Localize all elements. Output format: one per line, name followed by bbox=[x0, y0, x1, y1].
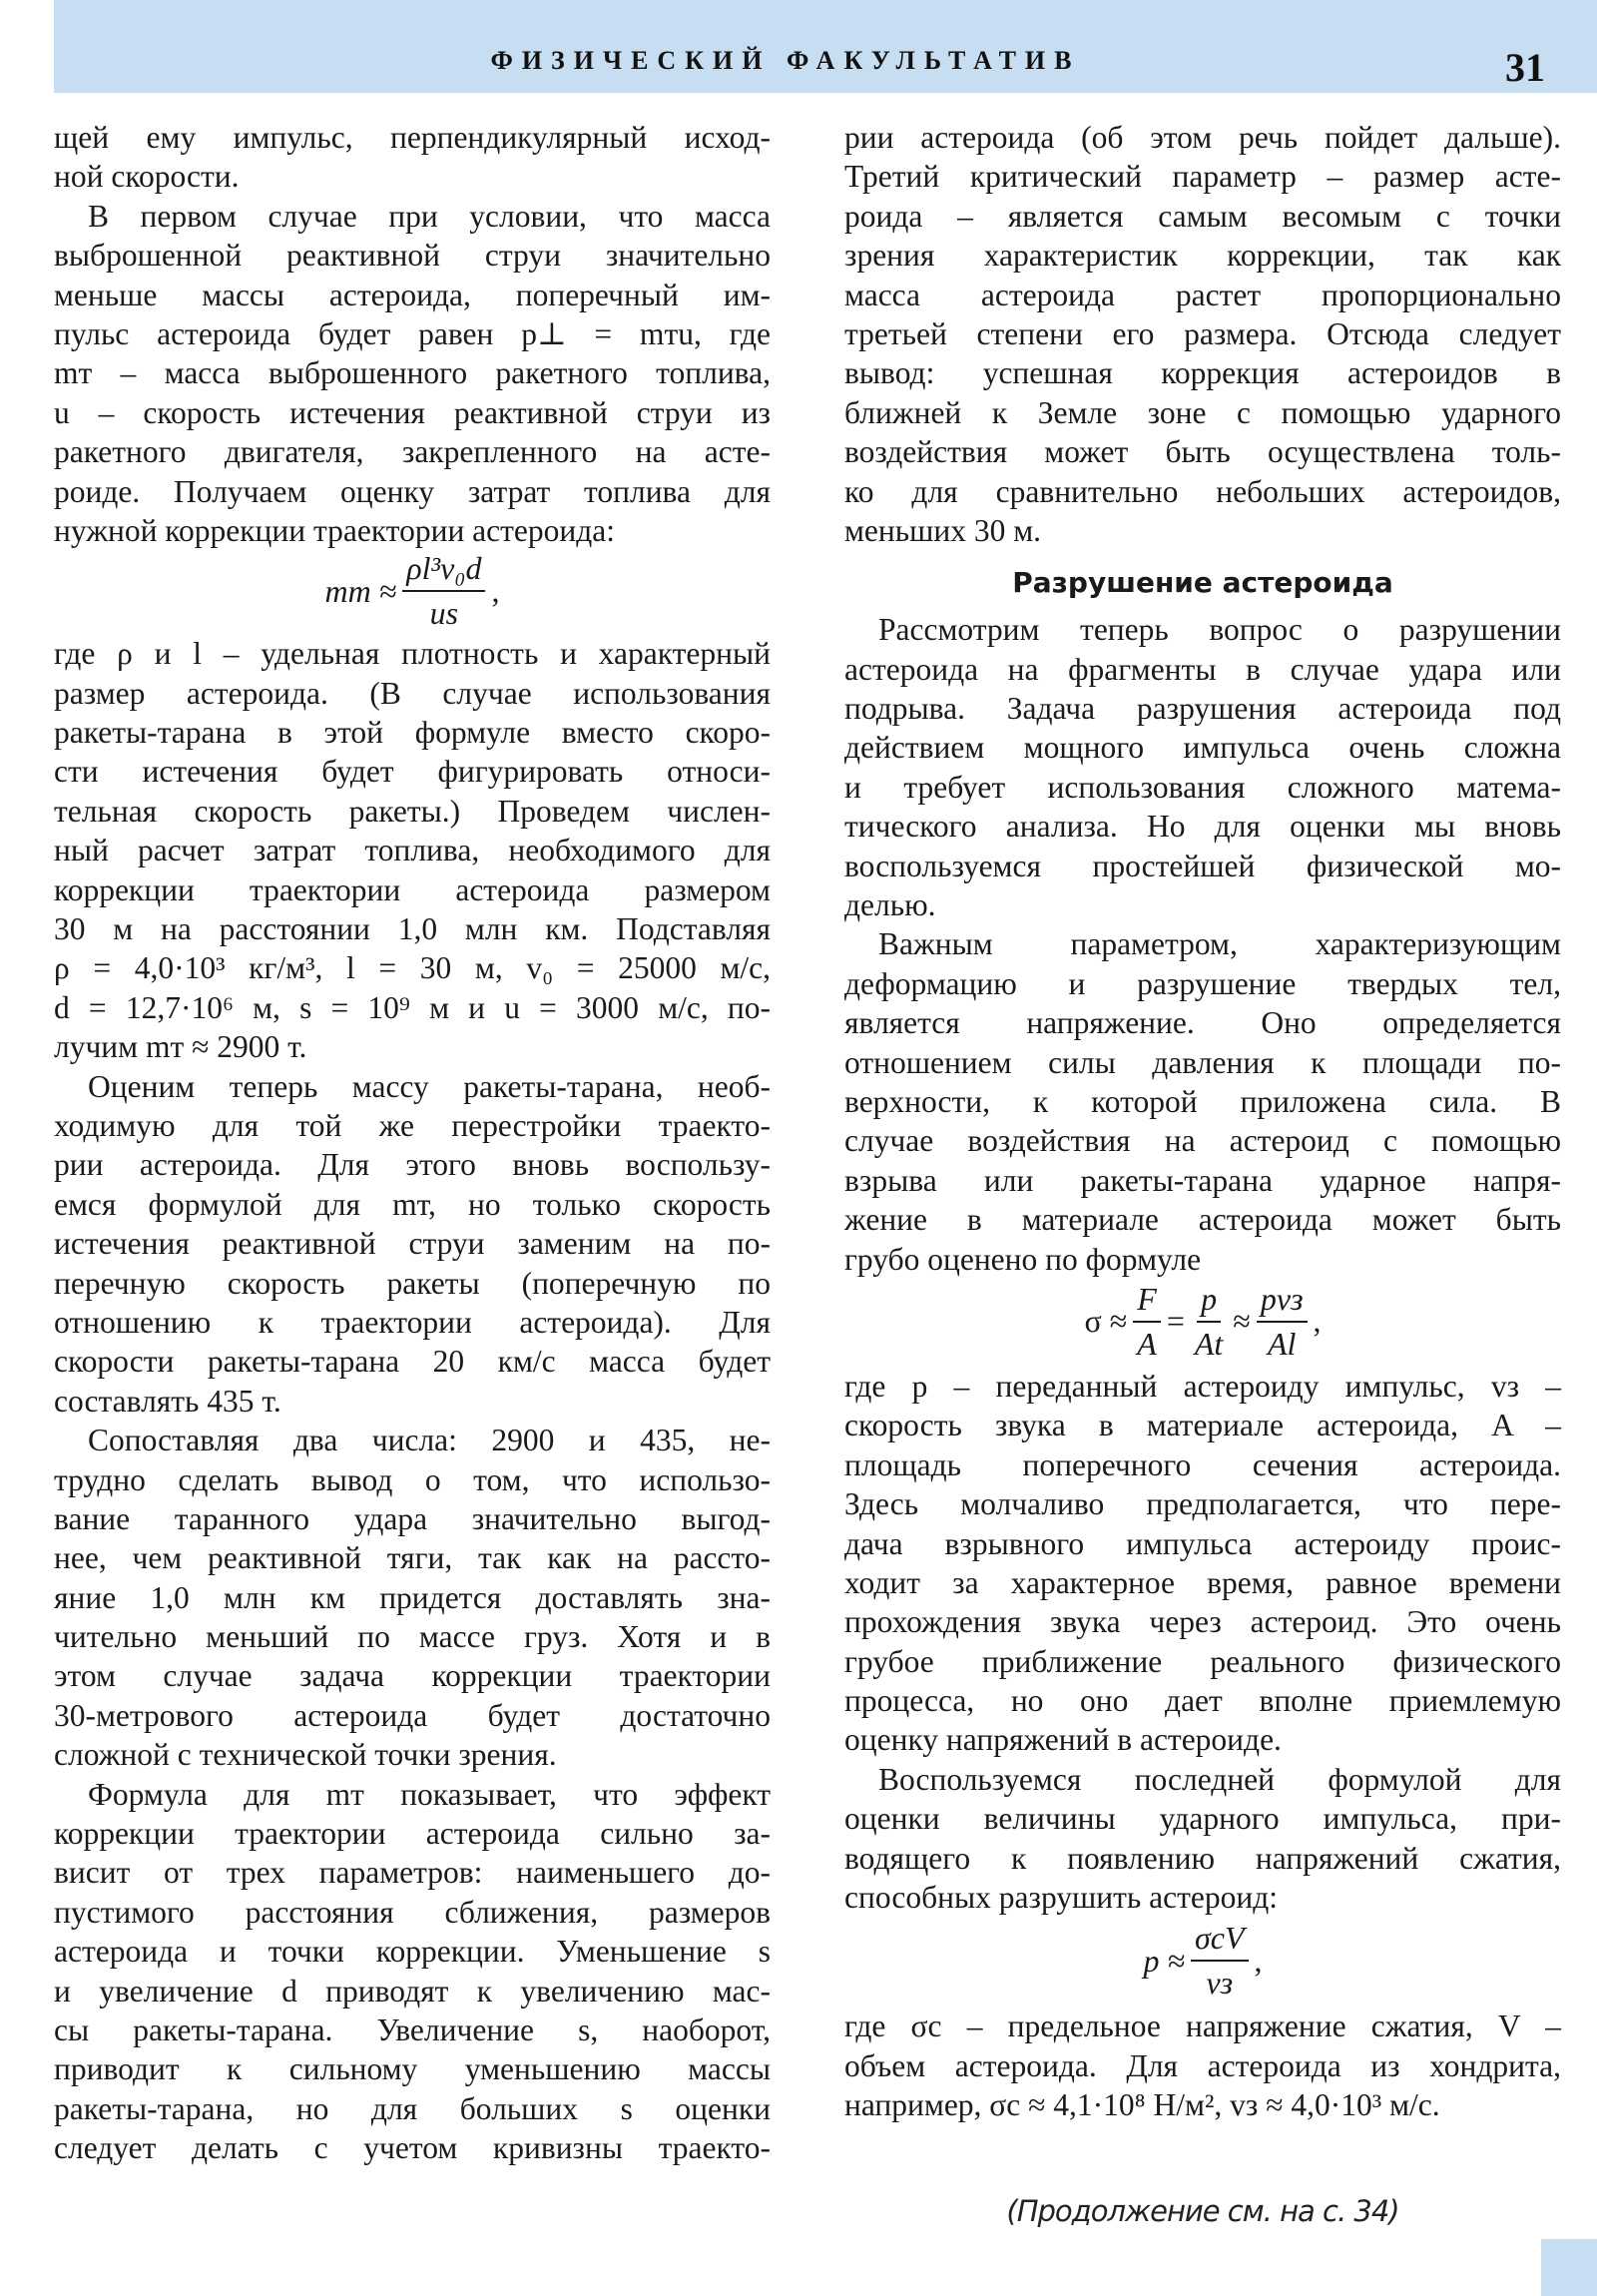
formula-equals: = bbox=[1166, 1303, 1185, 1340]
text-line: следует делать с учетом кривизны траекто- bbox=[54, 2130, 771, 2166]
text-line: зрения характеристик коррекции, так как bbox=[844, 238, 1561, 274]
formula-impulse bbox=[844, 1921, 1561, 2001]
text-line: площадь поперечного сечения астероида. bbox=[844, 1446, 1561, 1482]
formula-lhs: p ≈ bbox=[1143, 1942, 1186, 1979]
journal-section-title: ФИЗИЧЕСКИЙ ФАКУЛЬТАТИВ bbox=[490, 46, 1081, 75]
text-line: яние 1,0 млн км придется доставлять зна- bbox=[54, 1579, 771, 1615]
text-line: приводит к сильному уменьшению массы bbox=[54, 2051, 771, 2087]
text-line: грубое приближение реального физического bbox=[844, 1643, 1561, 1679]
text-line: объем астероида. Для астероида из хондрита, bbox=[844, 2047, 1561, 2083]
text-line: нее, чем реактивной тяги, так как на рассто- bbox=[54, 1540, 771, 1576]
text-line: взрыва или ракеты-тарана ударное напря- bbox=[844, 1162, 1561, 1198]
formula-fuel-mass bbox=[54, 549, 771, 632]
text-line: деформацию и разрушение твердых тел, bbox=[844, 965, 1561, 1001]
text-line: сти истечения будет фигурировать относи- bbox=[54, 754, 771, 790]
text-line: выброшенной реактивной струи значительно bbox=[54, 238, 771, 274]
text-line: действием мощного импульса очень сложна bbox=[844, 730, 1561, 766]
text-line: роида – является самым весомым с точки bbox=[844, 198, 1561, 234]
text-line: дача взрывного импульса астероиду проис- bbox=[844, 1525, 1561, 1561]
formula-fraction-f-a bbox=[1133, 1280, 1161, 1365]
text-line: этом случае задача коррекции траектории bbox=[54, 1658, 771, 1694]
text-line: отношению к траектории астероида). Для bbox=[54, 1304, 771, 1340]
formula-approx: ≈ bbox=[1233, 1303, 1251, 1340]
text-line: В первом случае при условии, что масса bbox=[88, 198, 771, 234]
text-line: нужной коррекции траектории астероида: bbox=[54, 512, 616, 548]
text-line: роиде. Получаем оценку затрат топлива для bbox=[54, 473, 771, 509]
text-line: грубо оценено по формуле bbox=[844, 1241, 1202, 1277]
formula-fraction-pv-al bbox=[1257, 1280, 1308, 1365]
formula-trail: , bbox=[491, 572, 500, 609]
corner-color-tab bbox=[1541, 2239, 1597, 2296]
text-line: лучим mт ≈ 2900 т. bbox=[54, 1029, 307, 1065]
text-line: ρ = 4,0·10³ кг/м³, l = 30 м, v₀ = 25000 м/с, bbox=[54, 950, 771, 986]
text-line: Третий критический параметр – размер асте- bbox=[844, 159, 1561, 195]
text-line: оценку напряжений в астероиде. bbox=[844, 1722, 1282, 1758]
text-line: тического анализа. Но для оценки мы вновь bbox=[844, 809, 1561, 845]
text-line: делью. bbox=[844, 887, 936, 923]
text-line: вание таранного удара значительно выгод- bbox=[54, 1500, 771, 1536]
text-line: рии астероида (об этом речь пойдет дальше). bbox=[844, 120, 1561, 155]
text-line: отношением силы давления к площади по- bbox=[844, 1044, 1561, 1080]
text-line: оценки величины ударного импульса, при- bbox=[844, 1801, 1561, 1837]
text-line: составлять 435 т. bbox=[54, 1383, 281, 1419]
text-line: пульс астероида будет равен p⊥ = mтu, где bbox=[54, 315, 771, 351]
text-line: например, σс ≈ 4,1·10⁸ Н/м², vз ≈ 4,0·10³ м/с. bbox=[844, 2087, 1440, 2123]
text-line: ракеты-тарана, но для больших s оценки bbox=[54, 2090, 771, 2126]
text-line: Воспользуемся последней формулой для bbox=[878, 1761, 1561, 1797]
text-line: ный расчет затрат топлива, необходимого для bbox=[54, 833, 771, 868]
paragraph-group bbox=[844, 118, 1561, 550]
text-line: коррекции траектории астероида размером bbox=[54, 871, 771, 907]
text-line: 30-метрового астероида будет достаточно bbox=[54, 1697, 771, 1733]
formula-denominator: At bbox=[1194, 1325, 1224, 1362]
text-line: способных разрушить астероид: bbox=[844, 1880, 1279, 1916]
formula-numerator: F bbox=[1133, 1280, 1161, 1323]
text-line: воздействия может быть осуществлена толь- bbox=[844, 434, 1561, 470]
paragraph-group bbox=[844, 1367, 1561, 1917]
text-line: коррекции траектории астероида сильно за- bbox=[54, 1816, 771, 1852]
text-line: u – скорость истечения реактивной струи из bbox=[54, 394, 771, 430]
text-line: ной скорости. bbox=[54, 159, 240, 195]
formula-denominator: vз bbox=[1206, 1965, 1234, 2002]
formula-denominator: Al bbox=[1267, 1325, 1297, 1362]
formula-numerator: p bbox=[1197, 1280, 1221, 1323]
text-line: прохождения звука через астероид. Это очень bbox=[844, 1604, 1561, 1640]
text-line: тельная скорость ракеты.) Проведем числен- bbox=[54, 793, 771, 829]
text-line: Важным параметром, характеризующим bbox=[878, 926, 1561, 962]
text-line: ближней к Земле зоне с помощью ударного bbox=[844, 394, 1561, 430]
text-line: размер астероида. (В случае использования bbox=[54, 675, 771, 711]
text-line: масса астероида растет пропорционально bbox=[844, 277, 1561, 312]
text-line: перечную скорость ракеты (поперечную по bbox=[54, 1265, 771, 1301]
text-line: астероида и точки коррекции. Уменьшение s bbox=[54, 1934, 771, 1970]
text-line: меньших 30 м. bbox=[844, 512, 1042, 548]
text-line: сложной с технической точки зрения. bbox=[54, 1737, 557, 1773]
text-line: случае воздействия на астероид с помощью bbox=[844, 1123, 1561, 1159]
text-line: скорость звука в материале астероида, A – bbox=[844, 1408, 1561, 1443]
text-line: истечения реактивной струи заменим на по- bbox=[54, 1226, 771, 1262]
formula-numerator: σсV bbox=[1191, 1919, 1249, 1962]
text-line: пустимого расстояния сближения, размеров bbox=[54, 1894, 771, 1930]
text-line: водящего к появлению напряжений сжатия, bbox=[844, 1840, 1561, 1876]
text-line: скорости ракеты-тарана 20 км/с масса будет bbox=[54, 1344, 771, 1380]
formula-denominator: A bbox=[1137, 1325, 1157, 1362]
text-line: рии астероида. Для этого вновь воспользу- bbox=[54, 1147, 771, 1183]
formula-lhs: mт ≈ bbox=[324, 572, 397, 609]
text-line: Рассмотрим теперь вопрос о разрушении bbox=[878, 612, 1561, 648]
section-heading: Разрушение астероида bbox=[1012, 566, 1393, 600]
formula-trail: , bbox=[1254, 1942, 1263, 1979]
text-line: d = 12,7·10⁶ м, s = 10⁹ м и u = 3000 м/с, по- bbox=[54, 989, 771, 1025]
text-line: является напряжение. Оно определяется bbox=[844, 1005, 1561, 1041]
formula-stress bbox=[844, 1280, 1561, 1362]
text-line: астероида на фрагменты в случае удара или bbox=[844, 651, 1561, 687]
text-line: Оценим теперь массу ракеты-тарана, необ- bbox=[88, 1068, 771, 1104]
text-line: вывод: успешная коррекция астероидов в bbox=[844, 355, 1561, 391]
formula-fraction-p-at bbox=[1191, 1280, 1227, 1365]
text-line: щей ему импульс, перпендикулярный исход- bbox=[54, 120, 771, 155]
text-line: где ρ и l – удельная плотность и характерный bbox=[54, 636, 771, 672]
text-line: третьей степени его размера. Отсюда следует bbox=[844, 315, 1561, 351]
page-number: 31 bbox=[1505, 45, 1545, 90]
formula-lhs: σ ≈ bbox=[1084, 1303, 1128, 1340]
running-header bbox=[54, 0, 1597, 93]
text-line: где σс – предельное напряжение сжатия, V – bbox=[844, 2009, 1561, 2044]
text-line: трудно сделать вывод о том, что использо- bbox=[54, 1461, 771, 1497]
text-line: и увеличение d приводят к увеличению мас- bbox=[54, 1973, 771, 2009]
text-line: mт – масса выброшенного ракетного топлива, bbox=[54, 355, 771, 391]
text-line: процесса, но оно дает вполне приемлемую bbox=[844, 1683, 1561, 1719]
text-line: емся формулой для mт, но только скорость bbox=[54, 1186, 771, 1222]
text-line: где p – переданный астероиду импульс, vз – bbox=[844, 1368, 1561, 1404]
text-line: висит от трех параметров: наименьшего до- bbox=[54, 1855, 771, 1891]
paragraph-group bbox=[54, 118, 771, 550]
paragraph-group bbox=[844, 610, 1561, 1279]
text-line: ракетного двигателя, закрепленного на асте- bbox=[54, 434, 771, 470]
text-line: ходимую для той же перестройки траекто- bbox=[54, 1107, 771, 1143]
text-line: жение в материале астероида может быть bbox=[844, 1202, 1561, 1238]
formula-numerator: pvз bbox=[1257, 1280, 1308, 1323]
text-line: верхности, к которой приложена сила. В bbox=[844, 1083, 1561, 1119]
formula-fraction bbox=[402, 549, 485, 634]
text-line: и требует использования сложного матема- bbox=[844, 769, 1561, 805]
text-line: ко для сравнительно небольших астероидов, bbox=[844, 473, 1561, 509]
text-line: Формула для mт показывает, что эффект bbox=[88, 1776, 771, 1812]
formula-numerator: ρl³v₀d bbox=[402, 549, 485, 592]
right-column bbox=[844, 118, 1561, 2125]
formula-denominator: us bbox=[429, 595, 459, 632]
text-line: сы ракеты-тарана. Увеличение s, наоборот, bbox=[54, 2011, 771, 2047]
formula-fraction bbox=[1191, 1919, 1249, 2004]
paragraph-group bbox=[54, 634, 771, 2167]
text-line: ракеты-тарана в этой формуле вместо скоро- bbox=[54, 715, 771, 751]
text-line: чительно меньший по массе груз. Хотя и в bbox=[54, 1619, 771, 1655]
text-line: Сопоставляя два числа: 2900 и 435, не- bbox=[88, 1423, 771, 1458]
paragraph-group bbox=[844, 2007, 1561, 2124]
text-line: 30 м на расстоянии 1,0 млн км. Подставляя bbox=[54, 911, 771, 947]
text-line: Здесь молчаливо предполагается, что пере- bbox=[844, 1486, 1561, 1522]
text-line: меньше массы астероида, поперечный им- bbox=[54, 277, 771, 312]
text-line: воспользуемся простейшей физической мо- bbox=[844, 848, 1561, 883]
continuation-note: (Продолжение см. на с. 34) bbox=[1006, 2194, 1399, 2228]
formula-trail: , bbox=[1313, 1303, 1322, 1340]
text-line: ходит за характерное время, равное времени bbox=[844, 1564, 1561, 1600]
text-line: подрыва. Задача разрушения астероида под bbox=[844, 691, 1561, 727]
left-column bbox=[54, 118, 771, 2168]
